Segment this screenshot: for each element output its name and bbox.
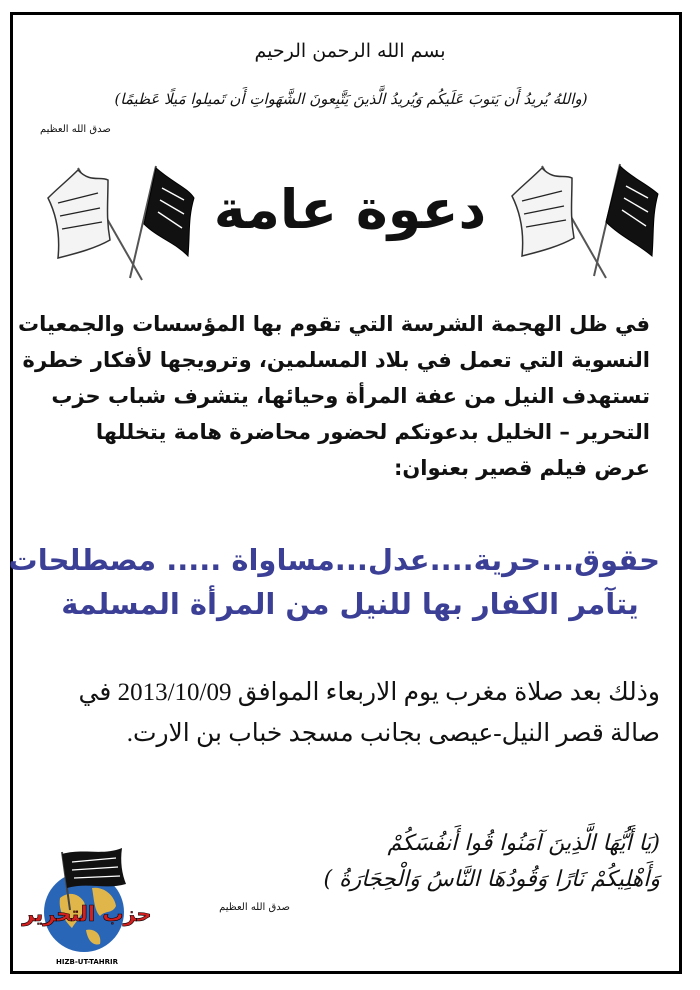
- flags-left-icon: [38, 158, 198, 288]
- logo-latin-name: HIZB-UT-TAHRIR: [56, 958, 118, 966]
- closing-verse-line: (يَا أَيُّهَا الَّذِينَ آمَنُوا قُوا أَنفُسَكُمْ: [387, 831, 660, 856]
- page-title: دعوة عامة: [213, 178, 487, 241]
- lecture-title: [8, 538, 660, 626]
- body-line: في ظل الهجمة الشرسة التي تقوم بها المؤسسات والجمعيات: [18, 312, 650, 336]
- lecture-title-line: يتآمر الكفار بها للنيل من المرأة المسلمة: [61, 587, 639, 621]
- body-line: تستهدف النيل من عفة المرأة وحيائها، يتشرف شباب حزب: [51, 384, 650, 408]
- event-line: صالة قصر النيل-عيصى بجانب مسجد خباب بن الارت.: [126, 720, 660, 747]
- flags-right-icon: [502, 156, 662, 286]
- logo-name: حزب التحرير: [22, 902, 152, 926]
- invitation-body: [18, 306, 650, 486]
- opening-verse: (واللهُ يُريدُ أَن يَتوبَ عَلَيكُم وَيُريدُ الَّذينَ يَتَّبِعونَ الشَّهَواتِ أَن تَميلوا مَيلًا عَظيمًا): [114, 90, 588, 108]
- body-line: التحرير – الخليل بدعوتكم لحضور محاضرة هامة يتخللها: [95, 420, 650, 444]
- closing-verse-line: وَأَهْلِيكُمْ نَارًا وَقُودُهَا النَّاسُ وَالْحِجَارَةُ ): [323, 867, 660, 892]
- basmala: بسم الله الرحمن الرحيم: [254, 40, 446, 62]
- opening-verse-attribution: صدق الله العظيم: [40, 124, 111, 135]
- body-line: النسوية التي تعمل في بلاد المسلمين، وترويجها لأفكار خطرة: [22, 348, 650, 372]
- event-line: وذلك بعد صلاة مغرب يوم الاربعاء الموافق 2013/10/09 في: [78, 679, 660, 706]
- closing-verse-attribution: صدق الله العظيم: [219, 902, 290, 913]
- lecture-title-line: حقوق...حرية....عدل...مساواة ..... مصطلحات: [8, 543, 660, 577]
- body-line: عرض فيلم قصير بعنوان:: [393, 456, 650, 480]
- event-details: [60, 672, 660, 754]
- closing-verse: [190, 826, 660, 898]
